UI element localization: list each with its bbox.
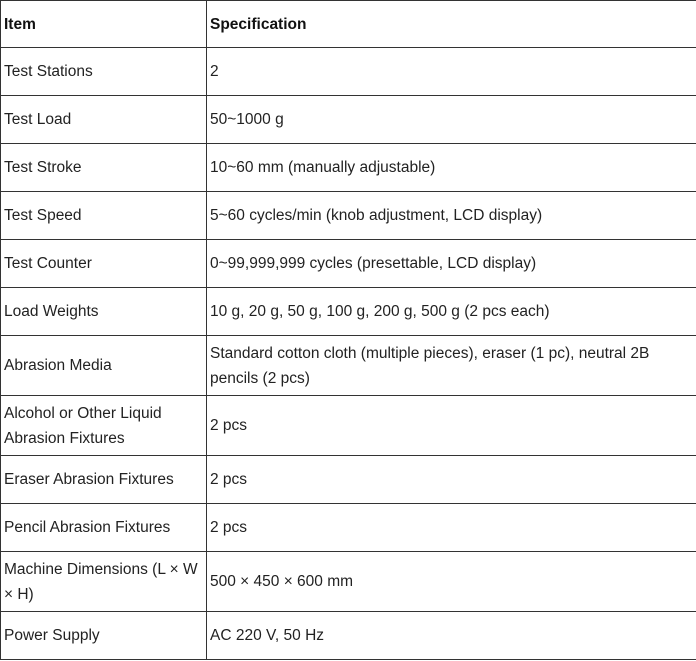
- header-specification: Specification: [207, 1, 696, 48]
- item-cell: Power Supply: [1, 612, 207, 660]
- table-row: [1, 144, 696, 192]
- item-cell: Test Load: [1, 96, 207, 144]
- item-cell: Eraser Abrasion Fixtures: [1, 456, 207, 504]
- table-header-row: [1, 1, 696, 48]
- item-cell: Machine Dimensions (L × W × H): [1, 552, 207, 612]
- table-row: [1, 396, 696, 456]
- item-cell: Abrasion Media: [1, 336, 207, 396]
- table-row: [1, 504, 696, 552]
- table-row: [1, 552, 696, 612]
- item-cell: Test Speed: [1, 192, 207, 240]
- item-cell: Test Counter: [1, 240, 207, 288]
- spec-cell: 2 pcs: [207, 396, 696, 456]
- spec-cell: 5~60 cycles/min (knob adjustment, LCD display): [207, 192, 696, 240]
- table-row: [1, 48, 696, 96]
- table-row: [1, 96, 696, 144]
- table-row: [1, 612, 696, 660]
- table-row: [1, 456, 696, 504]
- table-row: [1, 288, 696, 336]
- spec-cell: 2 pcs: [207, 504, 696, 552]
- item-cell: Alcohol or Other Liquid Abrasion Fixtures: [1, 396, 207, 456]
- table-row: [1, 240, 696, 288]
- item-cell: Pencil Abrasion Fixtures: [1, 504, 207, 552]
- spec-cell: 2: [207, 48, 696, 96]
- item-cell: Test Stations: [1, 48, 207, 96]
- spec-cell: 500 × 450 × 600 mm: [207, 552, 696, 612]
- spec-cell: 10~60 mm (manually adjustable): [207, 144, 696, 192]
- spec-cell: 2 pcs: [207, 456, 696, 504]
- spec-cell: Standard cotton cloth (multiple pieces), eraser (1 pc), neutral 2B pencils (2 pcs): [207, 336, 696, 396]
- spec-cell: 10 g, 20 g, 50 g, 100 g, 200 g, 500 g (2 pcs each): [207, 288, 696, 336]
- item-cell: Test Stroke: [1, 144, 207, 192]
- spec-cell: AC 220 V, 50 Hz: [207, 612, 696, 660]
- table-row: [1, 336, 696, 396]
- header-item: Item: [1, 1, 207, 48]
- spec-cell: 50~1000 g: [207, 96, 696, 144]
- table-row: [1, 192, 696, 240]
- item-cell: Load Weights: [1, 288, 207, 336]
- spec-cell: 0~99,999,999 cycles (presettable, LCD display): [207, 240, 696, 288]
